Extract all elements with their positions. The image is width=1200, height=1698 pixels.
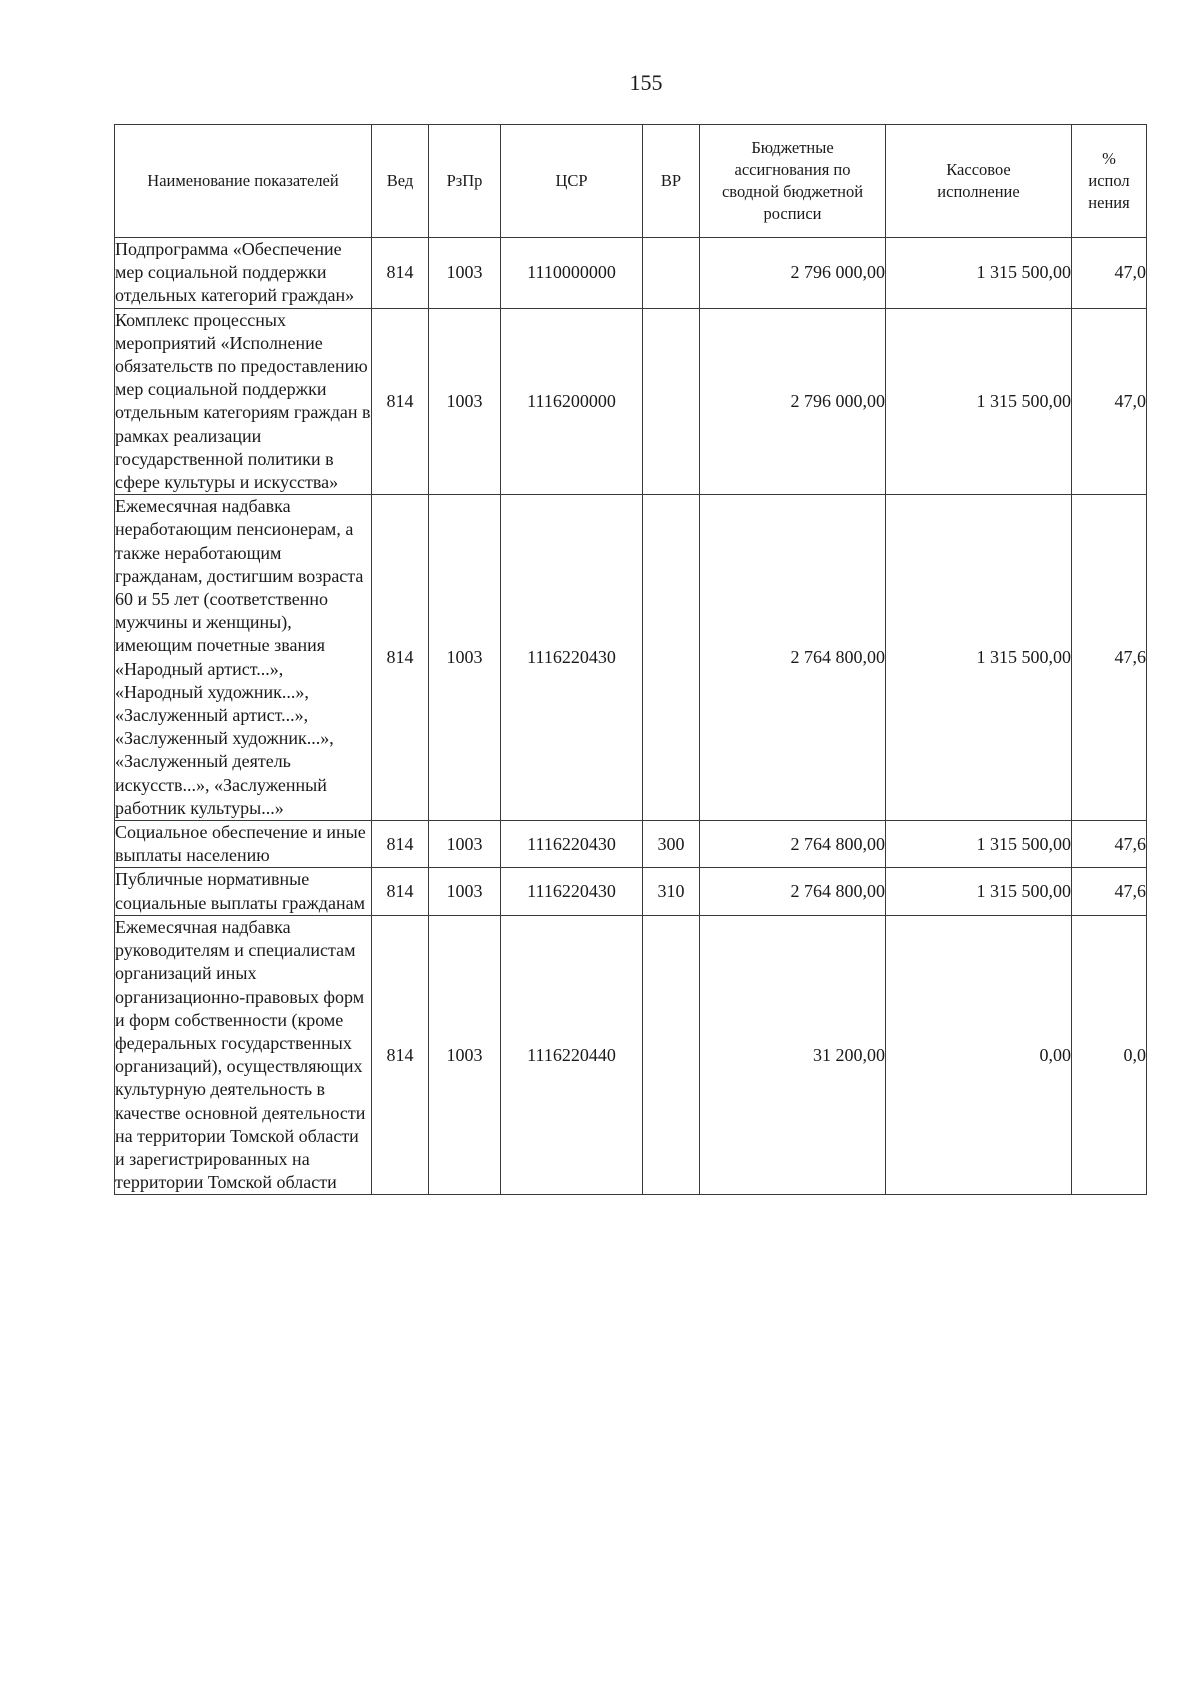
row-ved: 814 [372, 821, 429, 868]
row-percent: 47,6 [1072, 495, 1147, 821]
header-assignments: Бюджетные ассигнования по сводной бюджетной росписи [700, 125, 886, 238]
row-vr [643, 308, 700, 495]
row-cash-execution: 1 315 500,00 [886, 821, 1072, 868]
row-cash-execution: 1 315 500,00 [886, 238, 1072, 309]
row-csr: 1116220430 [501, 868, 643, 915]
row-csr: 1116220430 [501, 495, 643, 821]
row-percent: 47,6 [1072, 868, 1147, 915]
table-row [115, 821, 1147, 868]
table-row [115, 308, 1147, 495]
row-assignments: 2 764 800,00 [700, 495, 886, 821]
row-name: Комплекс процессных мероприятий «Исполнение обязательств по предоставлению мер социальной поддержки отдельным категориям граждан в рамках реализации государственной политики в сфере культуры и искусства» [115, 308, 372, 495]
header-rzpr: РзПр [429, 125, 501, 238]
row-assignments: 2 796 000,00 [700, 308, 886, 495]
row-name: Социальное обеспечение и иные выплаты населению [115, 821, 372, 868]
row-assignments: 2 764 800,00 [700, 868, 886, 915]
row-percent: 47,0 [1072, 238, 1147, 309]
header-ved: Вед [372, 125, 429, 238]
row-vr [643, 495, 700, 821]
row-cash-execution: 1 315 500,00 [886, 308, 1072, 495]
row-name: Ежемесячная надбавка неработающим пенсионерам, а также неработающим гражданам, достигшим возраста 60 и 55 лет (соответственно мужчины и женщины), имеющим почетные звания «Народный артист...», «Народный художник...», «Заслуженный артист...», «Заслуженный художник...», «Заслуженный деятель искусств...», «Заслуженный работник культуры...» [115, 495, 372, 821]
row-percent: 0,0 [1072, 915, 1147, 1194]
row-csr: 1116220440 [501, 915, 643, 1194]
table-row [115, 868, 1147, 915]
row-rzpr: 1003 [429, 495, 501, 821]
table-row [115, 915, 1147, 1194]
row-csr: 1116220430 [501, 821, 643, 868]
row-percent: 47,0 [1072, 308, 1147, 495]
row-name: Подпрограмма «Обеспечение мер социальной поддержки отдельных категорий граждан» [115, 238, 372, 309]
row-rzpr: 1003 [429, 238, 501, 309]
budget-table [114, 124, 1147, 1195]
row-ved: 814 [372, 495, 429, 821]
row-cash-execution: 1 315 500,00 [886, 495, 1072, 821]
row-assignments: 2 764 800,00 [700, 821, 886, 868]
row-percent: 47,6 [1072, 821, 1147, 868]
row-csr: 1110000000 [501, 238, 643, 309]
row-vr: 310 [643, 868, 700, 915]
row-name: Публичные нормативные социальные выплаты гражданам [115, 868, 372, 915]
header-vr: ВР [643, 125, 700, 238]
table-row [115, 495, 1147, 821]
row-assignments: 31 200,00 [700, 915, 886, 1194]
row-ved: 814 [372, 308, 429, 495]
row-assignments: 2 796 000,00 [700, 238, 886, 309]
row-vr [643, 238, 700, 309]
row-vr: 300 [643, 821, 700, 868]
header-csr: ЦСР [501, 125, 643, 238]
row-rzpr: 1003 [429, 821, 501, 868]
table-row [115, 238, 1147, 309]
row-rzpr: 1003 [429, 308, 501, 495]
row-ved: 814 [372, 238, 429, 309]
row-cash-execution: 0,00 [886, 915, 1072, 1194]
row-rzpr: 1003 [429, 915, 501, 1194]
header-name: Наименование показателей [115, 125, 372, 238]
row-ved: 814 [372, 868, 429, 915]
header-cash-execution: Кассовое исполнение [886, 125, 1072, 238]
row-rzpr: 1003 [429, 868, 501, 915]
row-cash-execution: 1 315 500,00 [886, 868, 1072, 915]
page-number: 155 [629, 70, 663, 95]
header-row [115, 125, 1147, 238]
header-percent: % испол нения [1072, 125, 1147, 238]
row-vr [643, 915, 700, 1194]
row-name: Ежемесячная надбавка руководителям и специалистам организаций иных организационно-правовых форм и форм собственности (кроме федеральных государственных организаций), осуществляющих культурную деятельность в качестве основной деятельности на территории Томской области и зарегистрированных на территории Томской области [115, 915, 372, 1194]
row-csr: 1116200000 [501, 308, 643, 495]
row-ved: 814 [372, 915, 429, 1194]
